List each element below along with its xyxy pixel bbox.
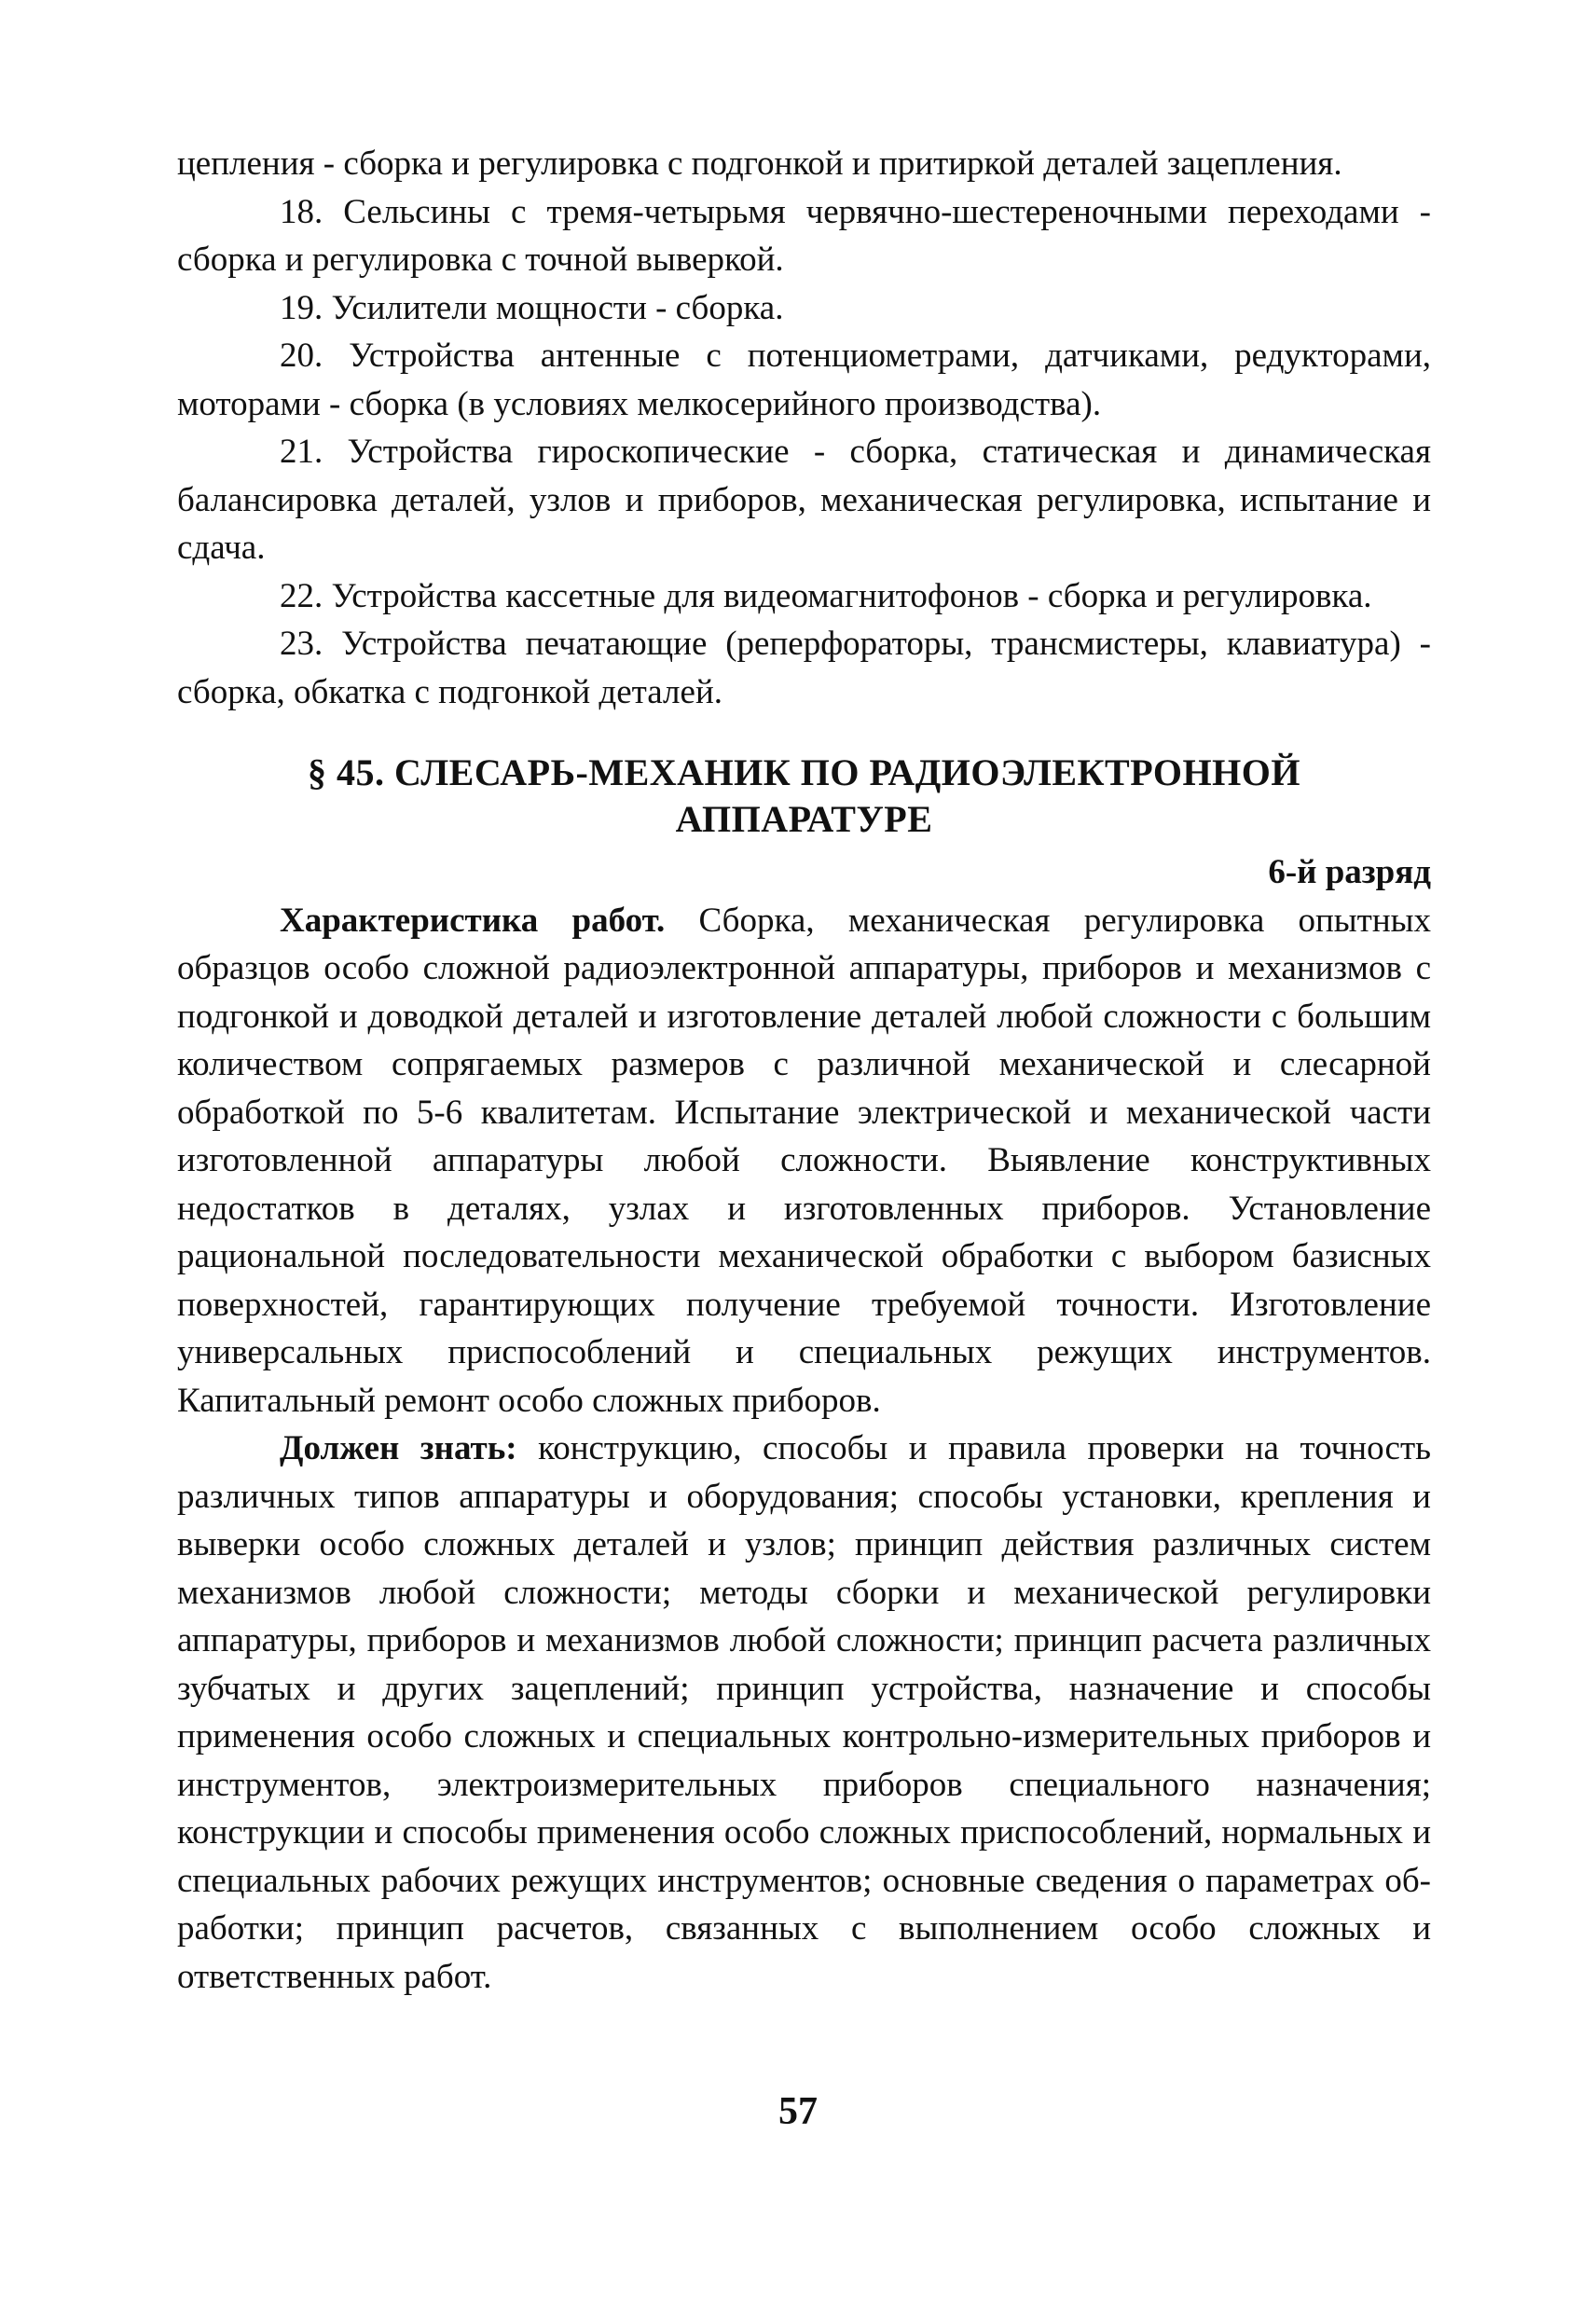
list-item-23: 23. Устройства печатающие (реперфораторы, трансмистеры, клавиатура) - сборка, обкатка с подгонкой деталей.: [177, 625, 1431, 711]
page-number: 57: [778, 2090, 818, 2133]
section-title-line-1: § 45. СЛЕСАРЬ-МЕХАНИК ПО РАДИОЭЛЕКТРОННОЙ: [307, 751, 1300, 793]
intro-paragraph: цепления - сборка и регулировка с подгонкой и притиркой деталей зацепления.: [177, 145, 1342, 183]
characteristics-label: Характеристика работ.: [280, 901, 666, 940]
list-item-20: 20. Устройства антенные с потенциометрами, датчиками, редукторами, моторами - сборка (в условиях мелкосерийного производства).: [177, 337, 1431, 423]
must-know-text: конструкцию, способы и правила проверки на точность различных типов аппаратуры и оборудования; способы установки, крепления и выверки особо сложных деталей и узлов; принцип действия различных систем механизмов любой сложности; методы сборки и механической регулировки аппаратуры, приборов и механизмов любой сложности; принцип расчета различных зубчатых и других зацеплений; принцип устройства, назначение и способы применения особо сложных и специальных контрольно-измерительных приборов и инструментов, электроизмерительных приборов специального назначения; конструкции и способы применения особо сложных приспособлений, нормальных и специальных рабочих режущих инструментов; основные сведения о параметрах обработки; принцип расчетов, связанных с выполнением особо сложных и ответственных работ.: [177, 1429, 1431, 1996]
list-item-22: 22. Устройства кассетные для видеомагнитофонов - сборка и регулировка.: [280, 576, 1372, 615]
list-item-19: 19. Усилители мощности - сборка.: [280, 288, 784, 327]
section-title: [177, 750, 1431, 843]
list-item-21: 21. Устройства гироскопические - сборка, статическая и динамическая балансировка деталей, узлов и приборов, механическая регулировка, испытание и сдача.: [177, 433, 1431, 567]
characteristics-text: Сборка, механическая регулировка опытных образцов особо сложной радиоэлектронной аппаратуры, приборов и механизмов с подгонкой и доводкой деталей и изготовление деталей любой сложности с большим количеством сопрягаемых размеров с различной механической и слесарной обработкой по 5-6 квалитетам. Испытание электрической и механической части изготовленной аппаратуры любой сложности. Выявление конструктивных недостатков в деталях, узлах и изготовленных приборов. Установление рациональной последовательности механической обработки с выбором базисных поверхностей, гарантирующих получение требуемой точности. Изготовление универсальных приспособлений и специальных режущих инструментов. Капитальный ремонт особо сложных приборов.: [177, 901, 1431, 1420]
grade-label: 6-й разряд: [1268, 853, 1431, 891]
must-know-paragraph: [177, 1425, 1431, 2001]
must-know-label: Должен знать:: [280, 1429, 517, 1467]
characteristics-paragraph: [177, 897, 1431, 1425]
document-page: [177, 140, 1431, 2001]
list-item-18: 18. Сельсины с тремя-четырьмя червячно-шестереночными переходами - сборка и регулировка с точной выверкой.: [177, 192, 1431, 279]
section-title-line-2: АППАРАТУРЕ: [675, 798, 933, 840]
